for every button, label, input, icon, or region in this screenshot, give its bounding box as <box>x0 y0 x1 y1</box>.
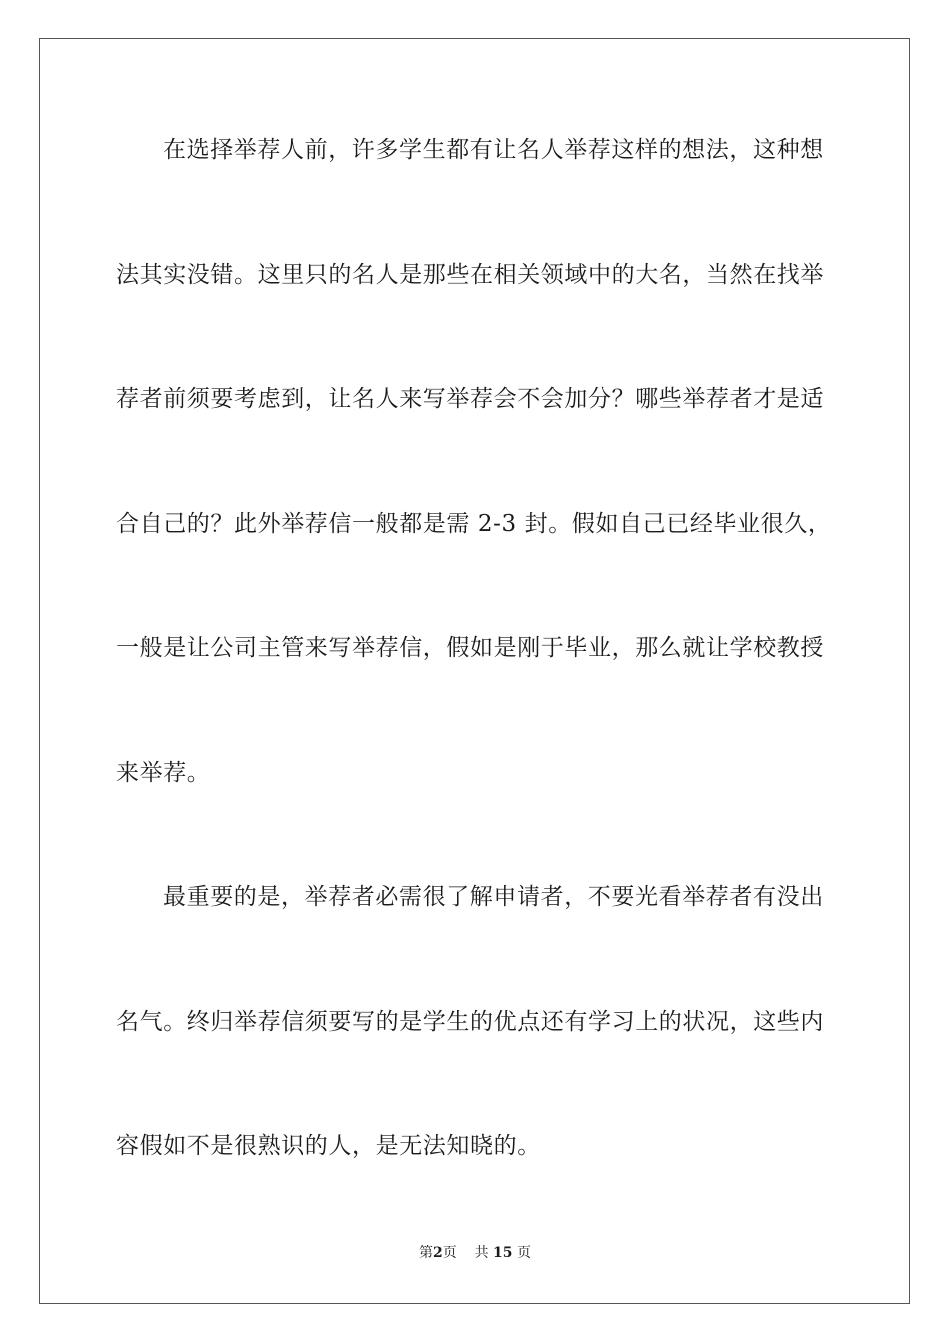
text-line: 来举荐。 <box>116 760 211 786</box>
text-line: 合自己的？此外举荐信一般都是需 2-3 封。假如自己已经毕业很久， <box>116 511 832 537</box>
total-pages: 15 <box>493 1245 513 1261</box>
total-suffix: 页 <box>516 1245 531 1261</box>
text-line: 名气。终归举荐信须要写的是学生的优点还有学习上的状况，这些内 <box>116 1009 824 1035</box>
text-line: 在选择举荐人前，许多学生都有让名人举荐这样的想法，这种想 <box>163 137 824 163</box>
page-prefix: 第 <box>419 1245 434 1261</box>
text-line: 容假如不是很熟识的人，是无法知晓的。 <box>116 1133 541 1159</box>
text-line: 最重要的是，举荐者必需很了解申请者，不要光看举荐者有没出 <box>163 884 824 910</box>
text-line: 一般是让公司主管来写举荐信，假如是刚于毕业，那么就让学校教授 <box>116 635 824 661</box>
text-line: 法其实没错。这里只的名人是那些在相关领域中的大名，当然在找举 <box>116 262 824 288</box>
total-prefix: 共 <box>474 1245 489 1261</box>
page-frame <box>39 38 910 1304</box>
page-footer <box>0 1244 950 1262</box>
text-line: 荐者前须要考虑到，让名人来写举荐会不会加分？哪些举荐者才是适 <box>116 386 824 412</box>
page-number: 2 <box>433 1245 443 1261</box>
page-suffix: 页 <box>442 1245 457 1261</box>
